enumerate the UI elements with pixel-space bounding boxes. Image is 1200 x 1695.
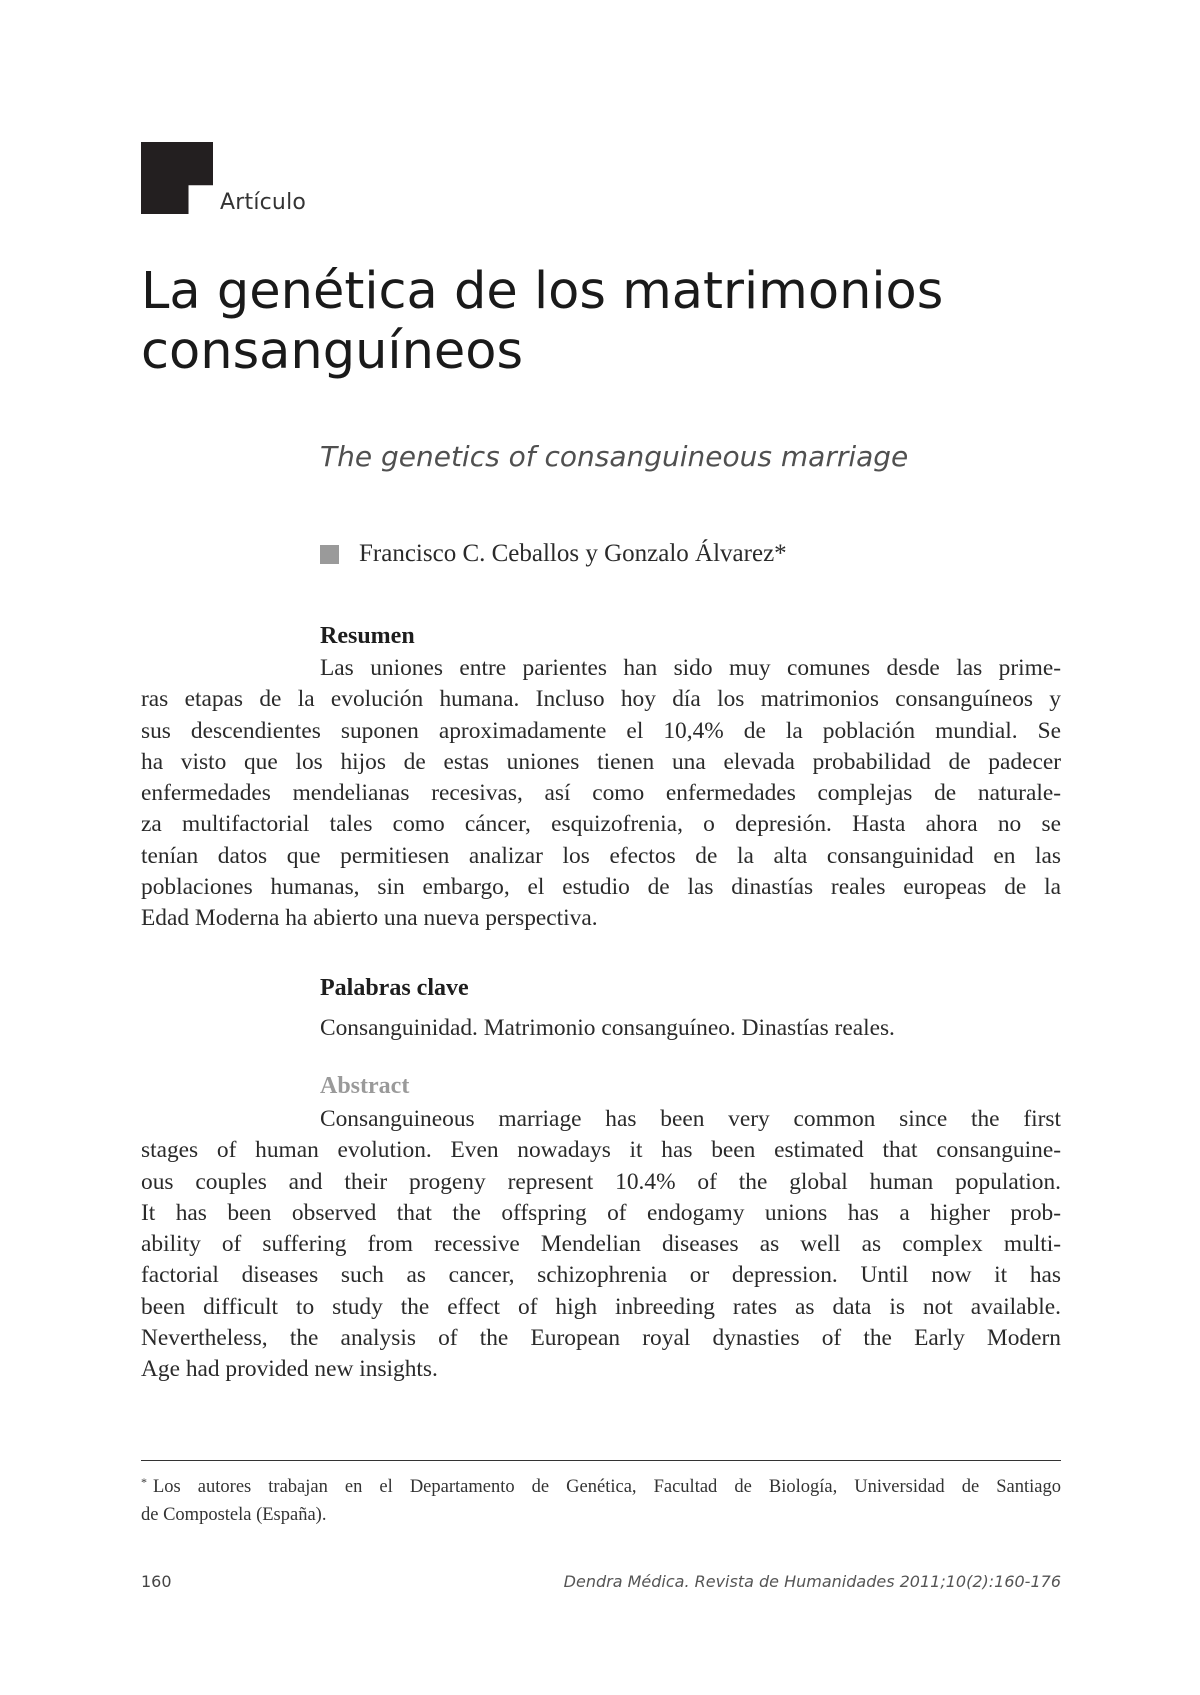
english-subtitle: The genetics of consanguineous marriage	[320, 440, 909, 473]
article-title-line-2: consanguíneos	[141, 322, 524, 381]
section-marker-block	[141, 142, 213, 214]
resumen-body	[141, 653, 1061, 935]
abstract-line: Age had provided new insights.	[141, 1356, 438, 1383]
section-label: Artículo	[220, 190, 307, 215]
resumen-line: sus descendientes suponen aproximadamente el 10,4% de la población mundial. Se	[141, 717, 1061, 744]
abstract-line: ous couples and their progeny represent 10.4% of the global human population.	[141, 1168, 1061, 1195]
abstract-line: factorial diseases such as cancer, schizophrenia or depression. Until now it has	[141, 1262, 1061, 1289]
footnote-line: de Compostela (España).	[141, 1505, 327, 1525]
resumen-heading: Resumen	[320, 623, 415, 649]
resumen-line: tenían datos que permitiesen analizar los efectos de la alta consanguinidad en las	[141, 842, 1061, 869]
footnote-marker: *	[141, 1475, 147, 1489]
abstract-line: Consanguineous marriage has been very common since the first	[320, 1106, 1061, 1132]
resumen-line: za multifactorial tales como cáncer, esquizofrenia, o depresión. Hasta ahora no se	[141, 811, 1061, 838]
article-title	[141, 262, 1101, 382]
author-bullet-icon	[320, 545, 339, 564]
abstract-heading: Abstract	[320, 1073, 410, 1099]
journal-citation: Dendra Médica. Revista de Humanidades 2011;10(2):160-176	[563, 1572, 1061, 1591]
footnote-line-text: Los autores trabajan en el Departamento de Genética, Facultad de Biología, Universidad de Santiago	[153, 1477, 1061, 1497]
resumen-line: enfermedades mendelianas recesivas, así como enfermedades complejas de naturale-	[141, 780, 1061, 807]
abstract-line: It has been observed that the offspring of endogamy unions has a higher prob-	[141, 1199, 1061, 1226]
footnote-line	[141, 1468, 1061, 1501]
abstract-line: stages of human evolution. Even nowadays it has been estimated that consanguine-	[141, 1137, 1061, 1164]
abstract-line: ability of suffering from recessive Mendelian diseases as well as complex multi-	[141, 1231, 1061, 1258]
article-title-line-1: La genética de los matrimonios	[141, 262, 944, 321]
resumen-line: Edad Moderna ha abierto una nueva perspectiva.	[141, 905, 598, 932]
keywords-heading: Palabras clave	[320, 975, 469, 1001]
author-names: Francisco C. Ceballos y Gonzalo Álvarez*	[359, 540, 787, 567]
abstract-line: been difficult to study the effect of high inbreeding rates as data is not available.	[141, 1293, 1061, 1320]
keywords-text: Consanguinidad. Matrimonio consanguíneo. Dinastías reales.	[320, 1015, 895, 1041]
author-line	[320, 540, 787, 568]
footnote-divider	[141, 1460, 1061, 1461]
resumen-line: poblaciones humanas, sin embargo, el estudio de las dinastías reales europeas de la	[141, 874, 1061, 901]
resumen-line: ha visto que los hijos de estas uniones tienen una elevada probabilidad de padecer	[141, 748, 1061, 775]
abstract-line: Nevertheless, the analysis of the European royal dynasties of the Early Modern	[141, 1325, 1061, 1352]
resumen-line: Las uniones entre parientes han sido muy comunes desde las prime-	[320, 655, 1061, 681]
abstract-body	[141, 1104, 1061, 1386]
page-number: 160	[141, 1572, 172, 1591]
footnote	[141, 1468, 1061, 1529]
resumen-line: ras etapas de la evolución humana. Incluso hoy día los matrimonios consanguíneos y	[141, 686, 1061, 713]
